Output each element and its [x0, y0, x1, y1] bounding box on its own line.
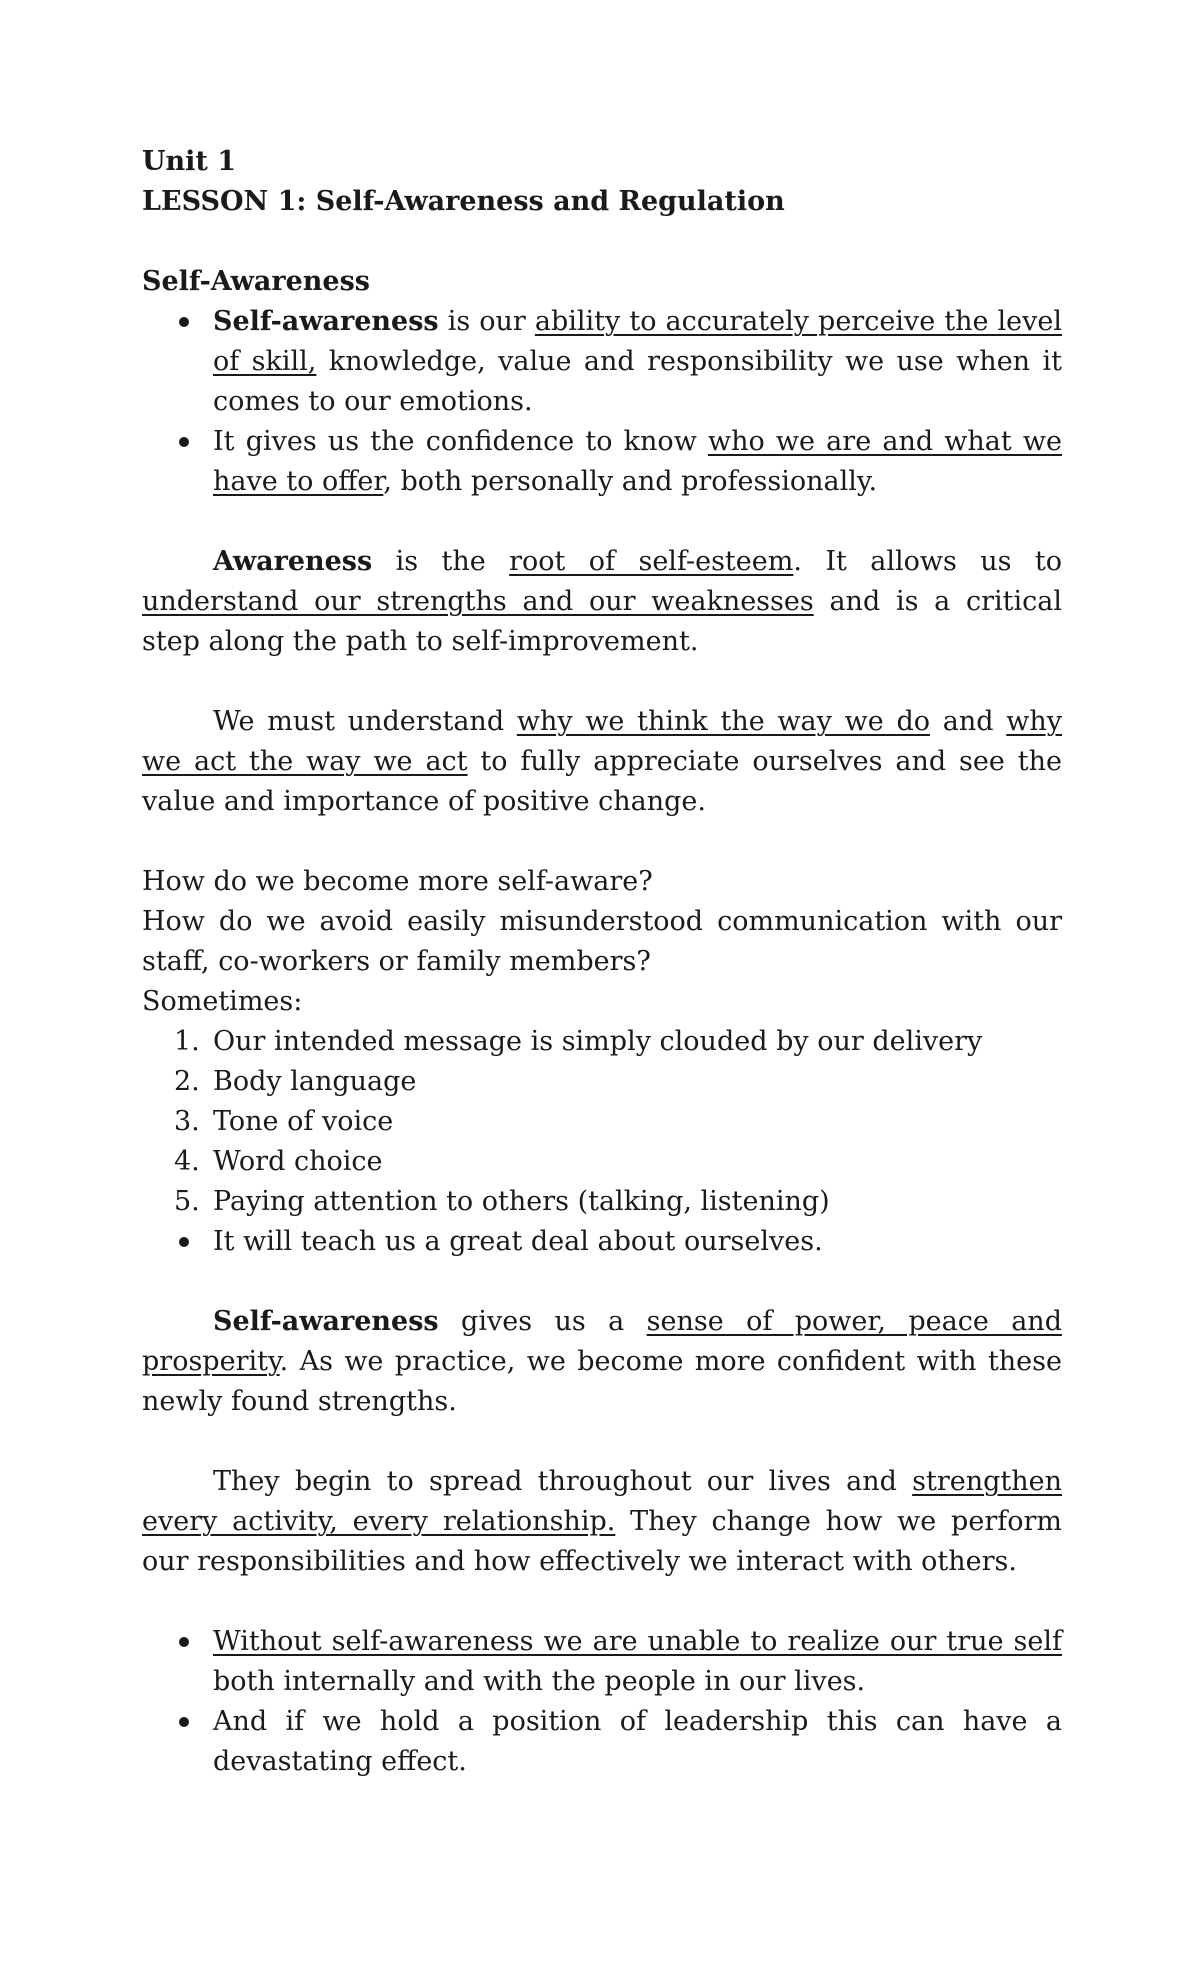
item-text: Tone of voice — [213, 1106, 394, 1137]
paragraph-power — [142, 1302, 1062, 1422]
text: They change how we perform our responsibilities and how effectively we interact with others. — [142, 1506, 1062, 1577]
text: , both personally and professionally. — [383, 466, 878, 497]
list-item: And if we hold a position of leadership this can have a devastating effect. — [142, 1702, 1062, 1782]
text: both internally and with the people in our lives. — [213, 1666, 866, 1697]
item-number: 2. — [174, 1066, 200, 1097]
section-title: Self-Awareness — [142, 266, 370, 297]
text: knowledge, value and responsibility we use when it comes to our emotions. — [213, 346, 1062, 417]
underlined-text: Without self-awareness we are unable to realize our true self — [213, 1626, 1062, 1657]
text: and — [930, 706, 1007, 737]
text: gives us a — [438, 1306, 647, 1337]
item-text: Word choice — [213, 1146, 383, 1177]
underlined-text: who we are and what we have to offer — [213, 426, 1063, 497]
list-item — [142, 1142, 1062, 1182]
paragraph-understand — [142, 702, 1062, 822]
bold-term: Self-awareness — [213, 306, 439, 337]
numbered-list — [142, 1022, 1062, 1222]
list-item — [142, 302, 1062, 422]
list-item: It will teach us a great deal about ourselves. — [142, 1222, 1062, 1262]
paragraph-spread — [142, 1462, 1062, 1582]
text: to fully appreciate ourselves and see the value and importance of positive change. — [142, 746, 1062, 817]
question-2: How do we avoid easily misunderstood communication with our staff, co-workers or family members? — [142, 906, 1062, 977]
spacer — [142, 502, 1062, 542]
underlined-text: why we act the way we act — [142, 706, 1062, 777]
spacer — [142, 822, 1062, 862]
item-text: Our intended message is simply clouded by our delivery — [213, 1026, 983, 1057]
underlined-text: why we think the way we do — [516, 706, 930, 737]
unit-heading: Unit 1 — [142, 146, 237, 177]
list-item — [142, 1622, 1062, 1702]
item-number: 1. — [174, 1026, 200, 1057]
bullet-list-without — [142, 1622, 1062, 1782]
underlined-text: understand our strengths and our weaknesses — [142, 586, 814, 617]
list-item — [142, 1102, 1062, 1142]
bullet-list-definitions — [142, 302, 1062, 502]
item-number: 3. — [174, 1106, 200, 1137]
bullet-list-teach — [142, 1222, 1062, 1262]
sometimes-label: Sometimes: — [142, 986, 303, 1017]
item-number: 5. — [174, 1186, 200, 1217]
text: They begin to spread throughout our lives and — [213, 1466, 913, 1497]
lesson-title: LESSON 1: Self-Awareness and Regulation — [142, 186, 785, 217]
spacer — [142, 1582, 1062, 1622]
underlined-text: ability to accurately perceive the level of skill, — [213, 306, 1062, 377]
question-1: How do we become more self-aware? — [142, 866, 653, 897]
text: is our — [438, 306, 535, 337]
item-text: Body language — [213, 1066, 417, 1097]
text: and is a critical step along the path to self-improvement. — [142, 586, 1062, 657]
bold-term: Self-awareness — [213, 1306, 439, 1337]
spacer — [142, 222, 1062, 262]
text: It gives us the confidence to know — [213, 426, 708, 457]
list-item — [142, 1062, 1062, 1102]
bold-term: Awareness — [213, 546, 373, 577]
underlined-text: root of self-esteem — [509, 546, 794, 577]
spacer — [142, 1422, 1062, 1462]
item-number: 4. — [174, 1146, 200, 1177]
text: We must understand — [213, 706, 517, 737]
text: . It allows us to — [793, 546, 1062, 577]
list-item — [142, 422, 1062, 502]
underlined-text: strengthen every activity, every relationship. — [142, 1466, 1062, 1537]
text: . As we practice, we become more confident with these newly found strengths. — [142, 1346, 1062, 1417]
list-item — [142, 1182, 1062, 1222]
spacer — [142, 1262, 1062, 1302]
text: is the — [372, 546, 510, 577]
underlined-text: sense of power, peace and prosperity — [142, 1306, 1062, 1377]
item-text: Paying attention to others (talking, listening) — [213, 1186, 830, 1217]
paragraph-awareness — [142, 542, 1062, 662]
spacer — [142, 662, 1062, 702]
list-item — [142, 1022, 1062, 1062]
